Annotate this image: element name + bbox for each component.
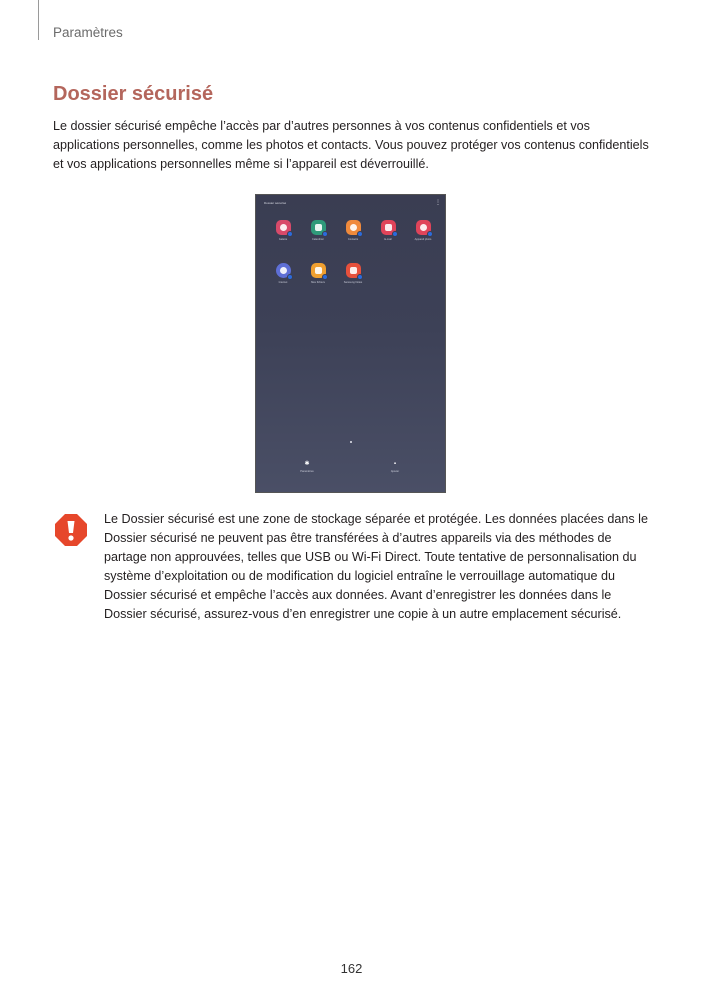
app-internet xyxy=(270,263,296,284)
secure-folder-screenshot xyxy=(255,194,446,493)
contacts-icon xyxy=(346,220,361,235)
page-title: Dossier sécurisé xyxy=(53,83,214,105)
app-label: Calendrier xyxy=(312,238,324,241)
add-file-icon: ▪ xyxy=(393,461,397,467)
intro-paragraph: Le dossier sécurisé empêche l’accès par d’autres personnes à vos contenus confidentiels et vos applications personnelles, comme les photos et contacts. Vous pouvez protéger vos contenus confidentiels et vos applications personnelles même si l’appareil est déverrouillé. xyxy=(53,119,649,171)
caution-text: Le Dossier sécurisé est une zone de stockage séparée et protégée. Les données placées dans le Dossier sécurisé ne peuvent pas être transférées à d’autres appareils via des méthodes de partage non approuvées, telles que USB ou Wi-Fi Direct. Toute tentative de personnalisation du système d’exploitation ou de modification du logiciel entraîne le verrouillage automatique du Dossier sécurisé et empêche l’accès aux données. Avant d’enregistrer les données dans le Dossier sécurisé, assurez-vous d’en enregistrer une copie à un autre emplacement sécurisé. xyxy=(104,512,648,621)
app-samsung-notes xyxy=(340,263,366,284)
app-label: Mes fichiers xyxy=(311,281,325,284)
app-contacts xyxy=(340,220,366,241)
bottom-settings xyxy=(295,461,319,473)
page-indicator xyxy=(350,441,352,443)
header-rule xyxy=(38,0,39,40)
bottom-label: Ajouter xyxy=(390,470,400,473)
app-label: Appareil photo xyxy=(414,238,432,241)
app-label: Internet xyxy=(278,281,288,284)
bottom-label: Paramètres xyxy=(300,470,314,473)
camera-icon xyxy=(416,220,431,235)
app-camera xyxy=(410,220,436,241)
app-label: Galerie xyxy=(278,238,288,241)
app-calendar xyxy=(305,220,331,241)
app-label: Samsung Notes xyxy=(343,281,363,284)
page-number: 162 xyxy=(340,961,363,976)
files-icon xyxy=(311,263,326,278)
app-label: Contacts xyxy=(347,238,359,241)
internet-icon xyxy=(276,263,291,278)
screenshot-title: Dossier sécurisé xyxy=(264,201,287,205)
notes-icon xyxy=(346,263,361,278)
app-my-files xyxy=(305,263,331,284)
caution-icon xyxy=(54,513,88,547)
app-gallery xyxy=(270,220,296,241)
section-label: Paramètres xyxy=(53,25,123,40)
app-label: E-mail xyxy=(384,238,392,241)
bottom-add xyxy=(383,461,407,473)
more-options-icon: ⋮ xyxy=(435,200,441,206)
calendar-icon xyxy=(311,220,326,235)
settings-icon: ✱ xyxy=(304,461,310,467)
email-icon xyxy=(381,220,396,235)
gallery-icon xyxy=(276,220,291,235)
app-email xyxy=(375,220,401,241)
